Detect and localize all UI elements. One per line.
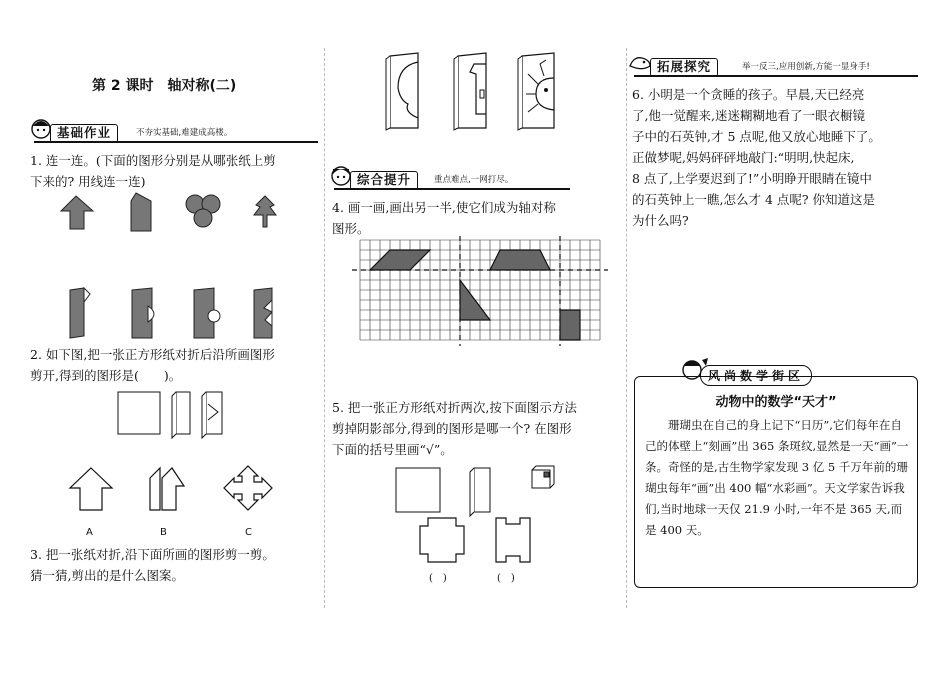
divider xyxy=(634,75,918,77)
question-5-line3: 下面的括号里画“√”。 xyxy=(332,442,453,457)
question-1-line1: 1. 连一连。(下面的图形分别是从哪张纸上剪 xyxy=(30,153,276,168)
section-motto: 重点难点,一网打尽。 xyxy=(434,175,514,185)
question-6-line: 8 点了,上学要迟到了!”小明睁开眼睛在镜中 xyxy=(632,171,872,186)
question-5-line2: 剪掉阴影部分,得到的图形是哪一个? 在图形 xyxy=(332,421,572,436)
question-1-line2: 下来的? 用线连一连) xyxy=(30,174,146,189)
cartoon-boy-icon xyxy=(30,118,52,140)
folded-paper-4 xyxy=(254,288,272,338)
column-divider xyxy=(626,48,627,608)
question-6-line: 了,他一觉醒来,迷迷糊糊地看了一眼衣橱镜 xyxy=(632,108,865,123)
feature-heading: 动物中的数学“天才” xyxy=(715,395,837,410)
option-b-label: B xyxy=(160,527,167,538)
question-5-line1: 5. 把一张正方形纸对折两次,按下面图示方法 xyxy=(332,400,577,415)
cut-shapes-row xyxy=(58,193,358,243)
folded-paper-crab xyxy=(518,53,554,130)
section-banner-explore xyxy=(634,58,918,76)
result-shape-2 xyxy=(496,518,530,562)
tree-shape xyxy=(254,196,276,227)
pentagon-shape xyxy=(131,193,151,231)
cartoon-girl-icon xyxy=(330,165,352,187)
section-label: 基础作业 xyxy=(50,124,118,143)
question-6-text xyxy=(632,84,881,231)
question-4-line2: 图形。 xyxy=(332,221,370,236)
option-c-shape xyxy=(224,466,272,510)
clover-shape xyxy=(186,195,220,227)
feature-body: 珊瑚虫在自己的身上记下“日历”,它们每年在自己的体壁上“刻画”出 365 条斑纹,显然是一天“画”一条。奇怪的是,古生物学家发现 3 亿 5 千万年前的珊瑚虫每年“画”出 400 幅“水彩画”。天文学家告诉我们,当时地球一天仅 21.9 小时,一年不是 365 天,而是 400 天。 xyxy=(645,418,909,537)
divider xyxy=(334,188,570,190)
folding-steps-diagram xyxy=(118,390,248,442)
question-2-line1: 2. 如下图,把一张正方形纸对折后沿所画图形 xyxy=(30,347,275,362)
option-b-shape xyxy=(150,468,184,510)
option-a-label: A xyxy=(86,527,93,538)
question-4-line1: 4. 画一画,画出另一半,使它们成为轴对称 xyxy=(332,200,556,215)
result-shape-1 xyxy=(420,518,464,562)
question-6-line: 6. 小明是一个贪睡的孩子。早晨,天已经亮 xyxy=(632,87,865,102)
folded-cutout-papers xyxy=(386,50,566,130)
cartoon-lizard-icon xyxy=(628,52,652,74)
double-fold-diagram xyxy=(396,462,576,518)
section-banner-advanced xyxy=(334,171,570,189)
symmetry-grid xyxy=(352,236,612,356)
question-3-line1: 3. 把一张纸对折,沿下面所画的图形剪一剪。 xyxy=(30,547,275,562)
option-a-shape xyxy=(70,468,112,510)
feature-street-label: 风尚数学街区 xyxy=(700,365,812,386)
folded-paper-2 xyxy=(132,288,154,338)
lesson-title: 第 2 课时 轴对称(二) xyxy=(92,78,237,94)
folded-paper-face xyxy=(386,53,418,130)
section-motto: 举一反三,应用创新,方能一显身手! xyxy=(742,62,870,72)
answer-blank-1[interactable]: ( ) xyxy=(429,573,447,584)
question-6-line: 的石英钟上一瞧,怎么才 4 点呢? 你知道这是 xyxy=(632,192,876,207)
answer-options-diagram xyxy=(66,466,286,526)
section-label: 综合提升 xyxy=(350,171,418,190)
question-6-line: 正做梦呢,妈妈砰砰地敲门:“明明,快起床, xyxy=(632,150,855,165)
folded-paper-1 xyxy=(70,288,90,338)
option-c-label: C xyxy=(245,527,252,538)
section-motto: 不夯实基础,难建成高楼。 xyxy=(136,128,233,138)
answer-blank-2[interactable]: ( ) xyxy=(497,573,515,584)
question-2-line2: 剪开,得到的图形是( )。 xyxy=(30,368,182,383)
rectangle-shape xyxy=(560,310,580,340)
question-3-line2: 猜一猜,剪出的是什么图案。 xyxy=(30,568,184,583)
divider xyxy=(34,141,318,143)
folded-paper-horse xyxy=(454,53,486,130)
mushroom-shape xyxy=(61,196,93,229)
question-6-line: 为什么吗? xyxy=(632,213,689,228)
section-label: 拓展探究 xyxy=(650,58,718,77)
feature-box xyxy=(634,376,918,588)
folded-papers-row xyxy=(62,288,362,348)
folded-paper-3 xyxy=(194,288,220,338)
section-banner-basic xyxy=(34,124,318,142)
trapezoid-shape xyxy=(490,250,550,270)
question-6-line: 子中的石英钟,才 5 点呢,他又放心地睡下了。 xyxy=(632,129,881,144)
